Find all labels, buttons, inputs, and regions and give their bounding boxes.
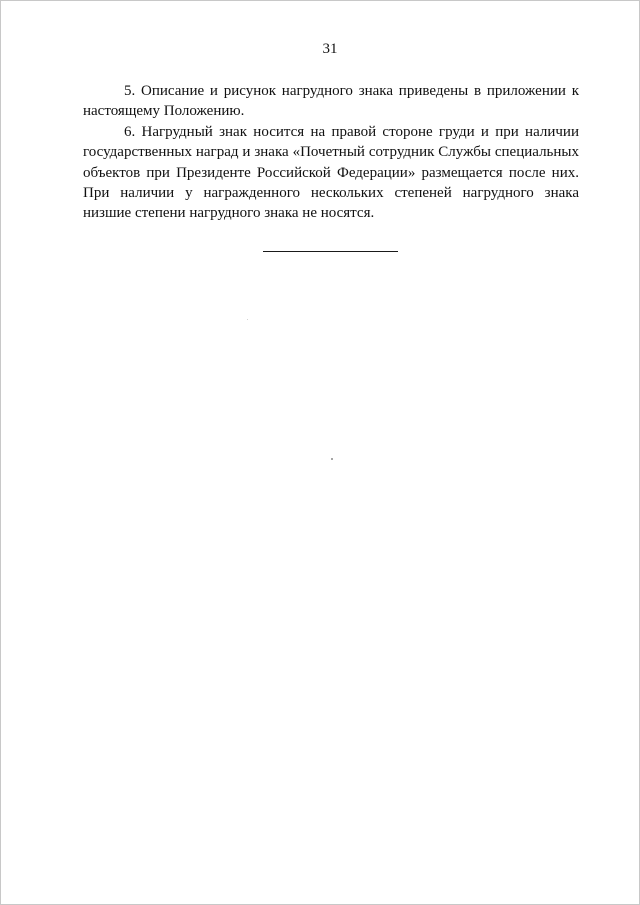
scan-speck bbox=[247, 319, 248, 320]
scan-speck bbox=[331, 458, 333, 460]
paragraph-6: 6. Нагрудный знак носится на правой стороне груди и при наличии государственных наград и знака «Почетный сотрудник Службы специальных объектов при Президенте Российской Федерации» размещается после них. При наличии у награжденного нескольких степеней нагрудного знака низшие степени нагрудного знака не носятся. bbox=[83, 123, 579, 222]
paragraph-5: 5. Описание и рисунок нагрудного знака приведены в приложении к настоящему Положению. bbox=[83, 83, 579, 120]
page-number: 31 bbox=[322, 41, 338, 57]
document-body bbox=[83, 81, 579, 224]
end-separator-line bbox=[263, 251, 398, 252]
